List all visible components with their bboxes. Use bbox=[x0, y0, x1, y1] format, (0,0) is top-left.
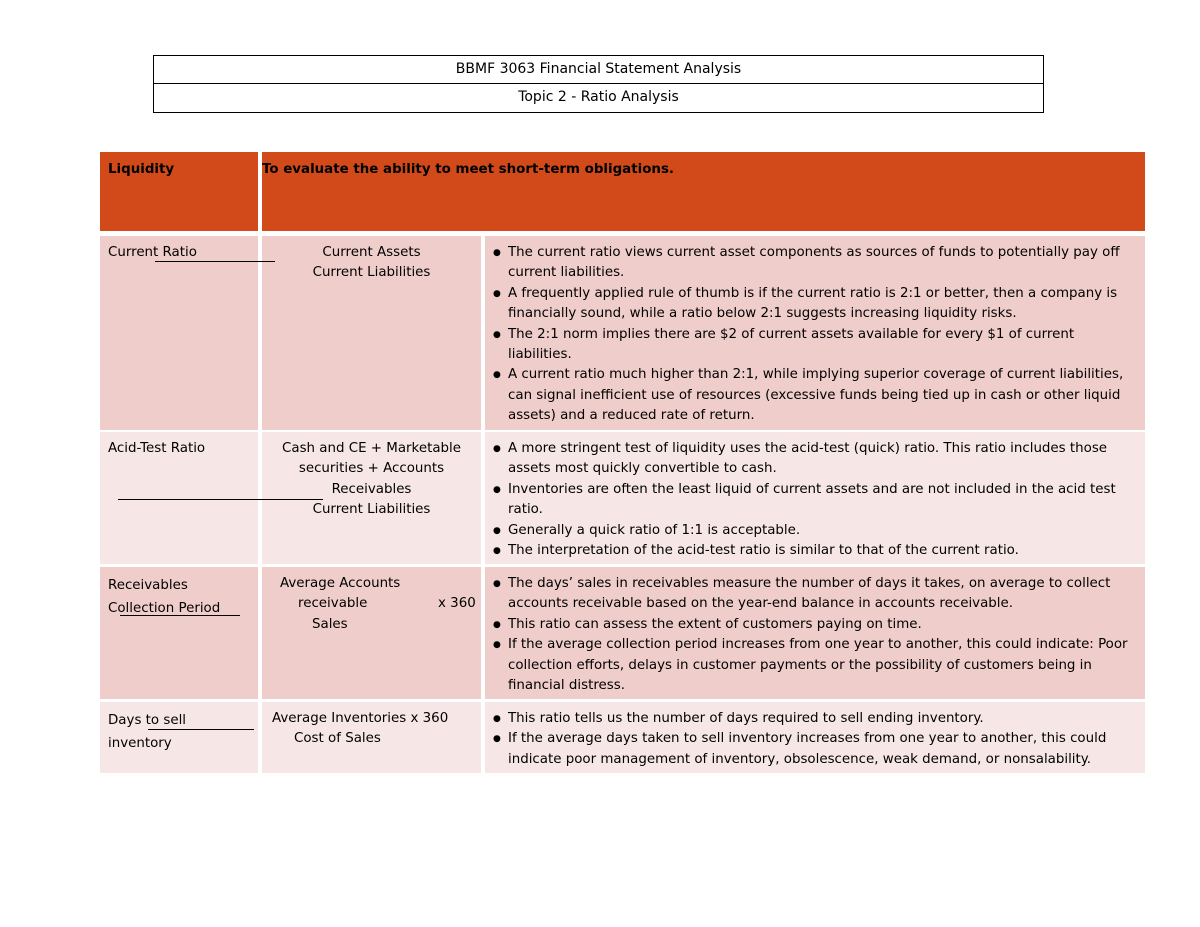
formula-numerator-line: securities + Accounts bbox=[298, 461, 445, 477]
ratio-name-acid-test bbox=[100, 432, 258, 564]
bullet-item: ● Inventories are often the least liquid of current assets and are not included in the acid test ratio. bbox=[489, 480, 1131, 521]
section-description: To evaluate the ability to meet short-term obligations. bbox=[262, 152, 1145, 231]
formula-denominator: Cost of Sales bbox=[294, 731, 381, 747]
bullet-item: ● The current ratio views current asset components as sources of funds to potentially pay off current liabilities. bbox=[489, 243, 1131, 284]
formula-numerator: Average Inventories x 360 bbox=[272, 711, 449, 726]
bullet-item: ● The days’ sales in receivables measure the number of days it takes, on average to collect accounts receivable based on the year-end balance in accounts receivable. bbox=[489, 574, 1131, 615]
topic-title: Topic 2 - Ratio Analysis bbox=[153, 83, 1044, 113]
ratio-name-line: Receivables bbox=[108, 578, 188, 593]
ratio-name-line: Current Ratio bbox=[108, 245, 197, 260]
bullet-item: ● A current ratio much higher than 2:1, while implying superior coverage of current liabilities, can signal inefficient use of resources (excessive funds being tied up in cash or other liquid assets) and a reduced rate of return. bbox=[489, 365, 1131, 426]
fraction-rule bbox=[155, 261, 275, 262]
ratio-name-line: Acid-Test Ratio bbox=[108, 441, 206, 456]
ratio-name-line: Days to sell bbox=[108, 713, 187, 728]
formula-denominator: Sales bbox=[312, 616, 348, 632]
ratio-notes-acid-test bbox=[485, 432, 1145, 564]
formula-multiplier: x 360 bbox=[438, 596, 476, 611]
ratio-notes-days-inventory bbox=[485, 702, 1145, 773]
ratio-name-days-inventory bbox=[100, 702, 258, 773]
ratio-name-line: Collection Period bbox=[108, 601, 221, 616]
bullet-item: ● The interpretation of the acid-test ratio is similar to that of the current ratio. bbox=[489, 541, 1131, 561]
ratio-formula-days-inventory bbox=[262, 702, 481, 773]
bullet-item: ● This ratio tells us the number of days required to sell ending inventory. bbox=[489, 709, 1131, 729]
formula-numerator-line: receivable bbox=[298, 596, 368, 612]
ratio-name-current bbox=[100, 236, 258, 430]
bullet-item: ● A more stringent test of liquidity uses the acid-test (quick) ratio. This ratio includes those assets most quickly convertible to cash. bbox=[489, 439, 1131, 480]
fraction-rule bbox=[118, 499, 323, 500]
bullet-item: ● The 2:1 norm implies there are $2 of current assets available for every $1 of current liabilities. bbox=[489, 325, 1131, 366]
fraction-rule bbox=[120, 615, 240, 616]
ratio-notes-current bbox=[485, 236, 1145, 430]
bullet-item: ● A frequently applied rule of thumb is if the current ratio is 2:1 or better, then a company is financially sound, while a ratio below 2:1 suggests increasing liquidity risks. bbox=[489, 284, 1131, 325]
bullet-item: ● Generally a quick ratio of 1:1 is acceptable. bbox=[489, 521, 1131, 541]
bullet-item: ● This ratio can assess the extent of customers paying on time. bbox=[489, 615, 1131, 635]
formula-numerator-line: Average Accounts bbox=[280, 576, 401, 591]
course-title: BBMF 3063 Financial Statement Analysis bbox=[153, 55, 1044, 84]
formula-denominator: Current Liabilities bbox=[312, 265, 431, 281]
formula-denominator: Current Liabilities bbox=[312, 502, 431, 518]
ratio-notes-receivables bbox=[485, 567, 1145, 699]
formula-numerator-line: Cash and CE + Marketable bbox=[282, 441, 461, 456]
ratio-formula-current bbox=[262, 236, 481, 430]
ratio-name-receivables bbox=[100, 567, 258, 699]
ratio-name-line: inventory bbox=[108, 736, 172, 751]
ratio-formula-receivables bbox=[262, 567, 481, 699]
section-label: Liquidity bbox=[100, 152, 258, 231]
formula-numerator-line: Receivables bbox=[331, 481, 412, 497]
bullet-item: ● If the average collection period increases from one year to another, this could indicate: Poor collection efforts, delays in customer payments or the possibility of customers being in financial distress. bbox=[489, 635, 1131, 696]
bullet-item: ● If the average days taken to sell inventory increases from one year to another, this could indicate poor management of inventory, obsolescence, weak demand, or nonsalability. bbox=[489, 729, 1131, 770]
formula-numerator: Current Assets bbox=[322, 245, 421, 260]
ratio-formula-acid-test bbox=[262, 432, 481, 564]
fraction-rule bbox=[148, 729, 254, 730]
